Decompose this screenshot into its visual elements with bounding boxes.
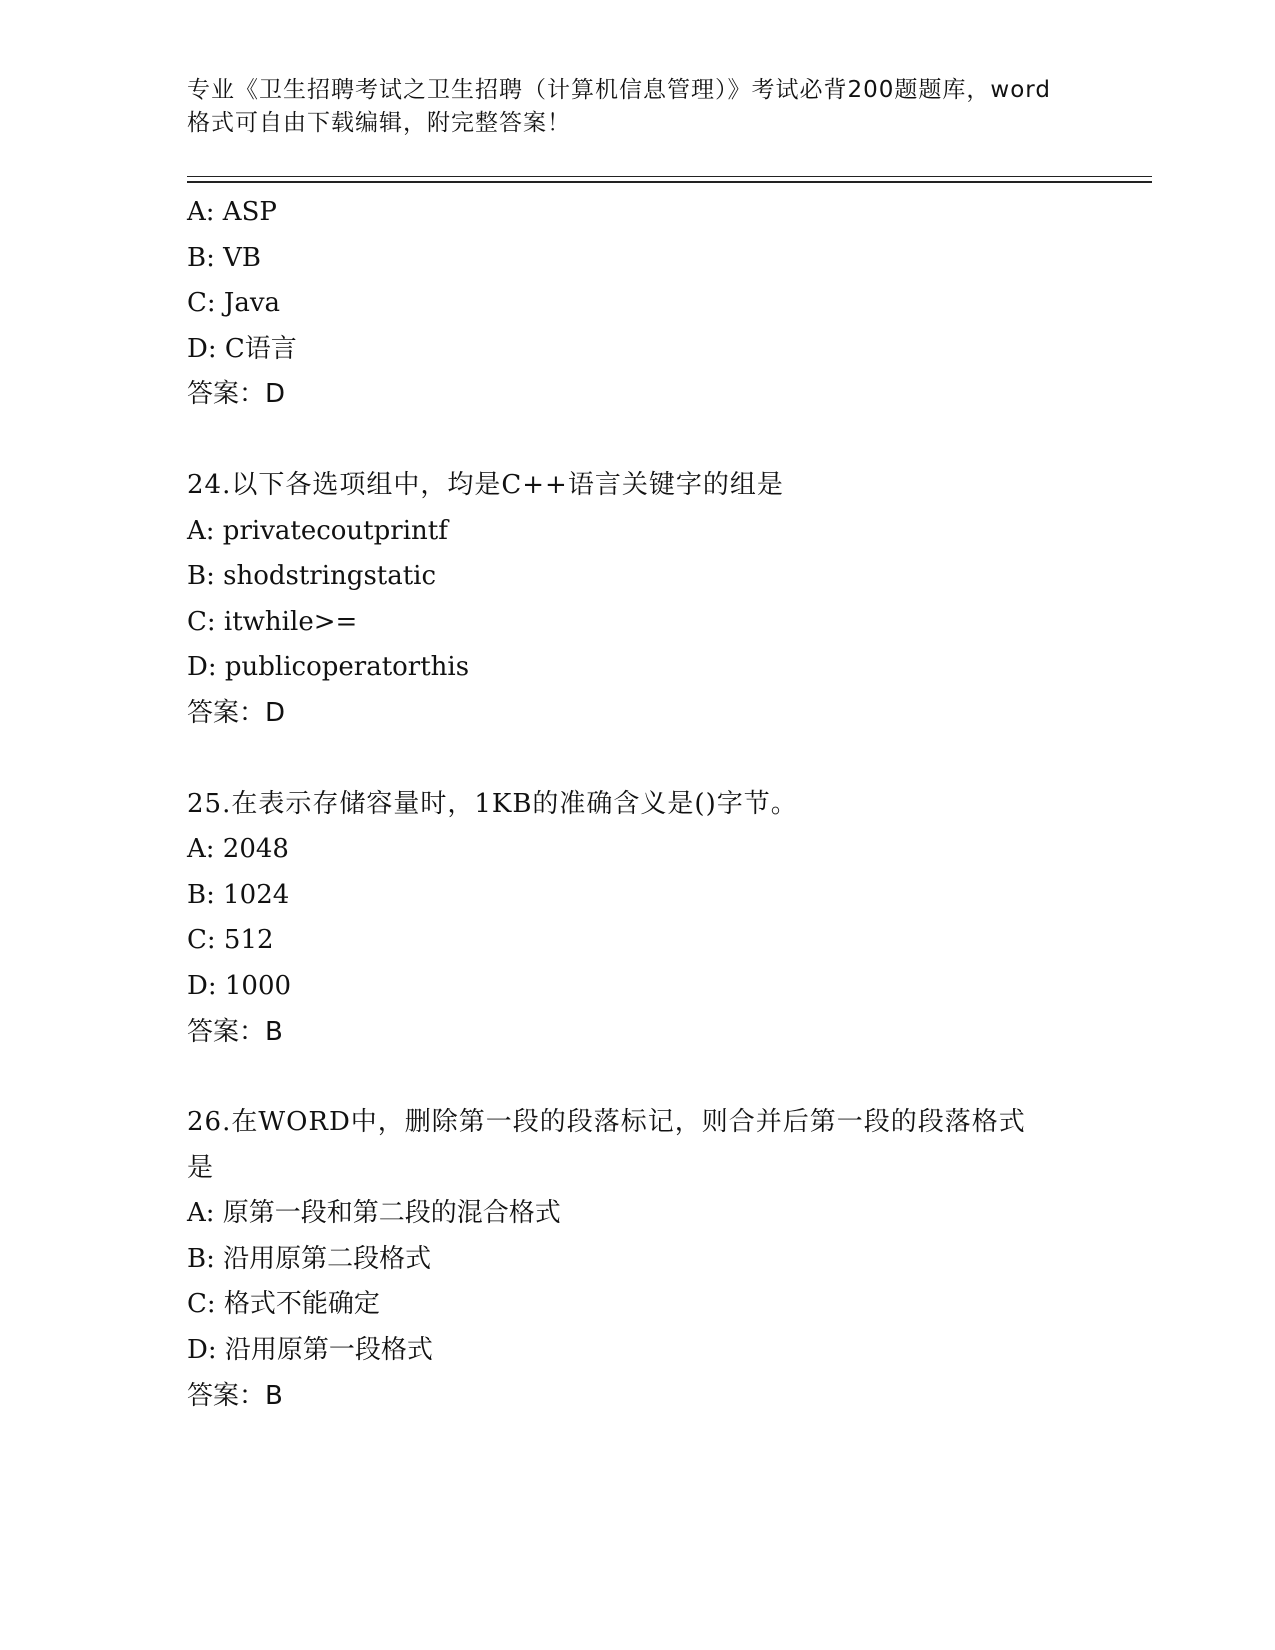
question-text-line-1: 26.在WORD中，删除第一段的段落标记，则合并后第一段的段落格式 xyxy=(187,1107,1026,1138)
option-c: C: itwhile>= xyxy=(187,606,358,637)
header-line-2: 格式可自由下载编辑，附完整答案！ xyxy=(187,110,571,136)
option-b: B: VB xyxy=(187,242,262,273)
header-line-1: 专业《卫生招聘考试之卫生招聘（计算机信息管理）》考试必背200题题库，word xyxy=(187,77,1051,103)
option-a: A: privatecoutprintf xyxy=(187,515,448,546)
option-b: B: 沿用原第二段格式 xyxy=(187,1243,432,1274)
question-26 xyxy=(187,1100,1087,1419)
question-list xyxy=(187,190,1087,1419)
spacer xyxy=(187,737,1087,782)
question-23-continued xyxy=(187,190,1087,418)
header-divider-thin xyxy=(187,176,1152,177)
question-text: 25.在表示存储容量时，1KB的准确含义是()字节。 xyxy=(187,788,798,819)
question-text-line-2: 是 xyxy=(187,1152,214,1183)
option-a: A: 2048 xyxy=(187,834,289,865)
option-c: C: 512 xyxy=(187,925,274,956)
option-b: B: 1024 xyxy=(187,879,290,910)
option-d: D: publicoperatorthis xyxy=(187,652,470,683)
option-c: C: 格式不能确定 xyxy=(187,1289,380,1320)
spacer xyxy=(187,418,1087,463)
option-a: A: ASP xyxy=(187,197,277,227)
answer: 答案：B xyxy=(187,1380,283,1411)
answer: 答案：B xyxy=(187,1016,283,1047)
question-24 xyxy=(187,463,1087,737)
spacer xyxy=(187,1055,1087,1100)
question-text: 24.以下各选项组中，均是C++语言关键字的组是 xyxy=(187,469,784,500)
option-d: D: 1000 xyxy=(187,970,292,1001)
option-b: B: shodstringstatic xyxy=(187,561,437,592)
option-d: D: 沿用原第一段格式 xyxy=(187,1335,433,1366)
option-a: A: 原第一段和第二段的混合格式 xyxy=(187,1198,561,1229)
answer: 答案：D xyxy=(187,379,286,410)
option-d: D: C语言 xyxy=(187,333,297,364)
header-divider-thick xyxy=(187,181,1152,183)
option-c: C: Java xyxy=(187,288,281,319)
question-25 xyxy=(187,782,1087,1056)
answer: 答案：D xyxy=(187,697,286,728)
document-header xyxy=(187,74,1087,140)
